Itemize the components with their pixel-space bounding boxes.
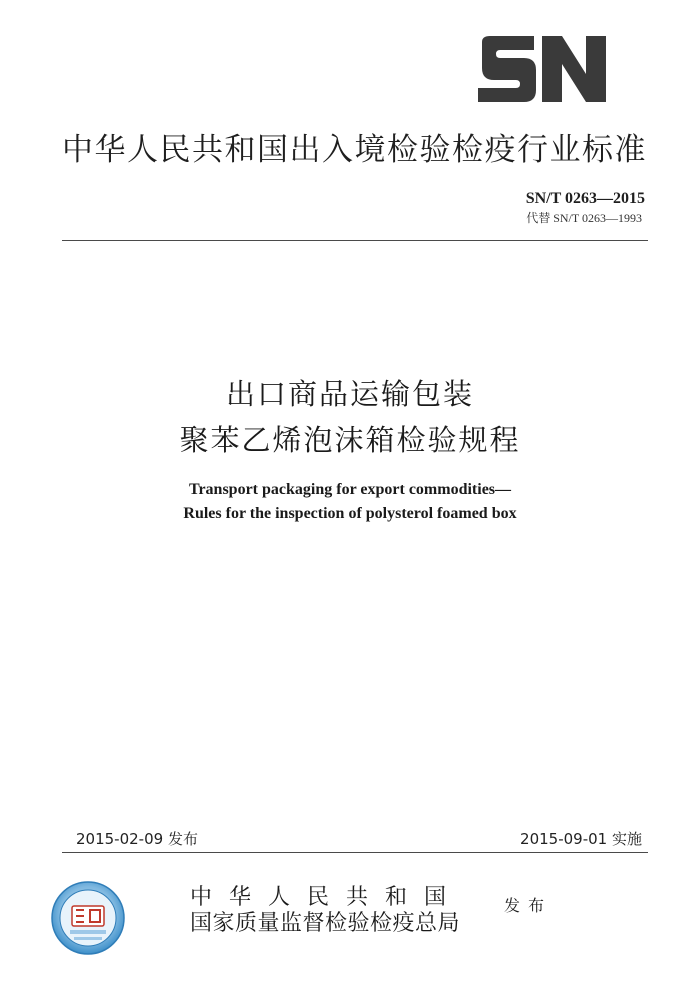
replaces-standard: 代替 SN/T 0263—1993 bbox=[526, 211, 642, 225]
title-english-line2: Rules for the inspection of polysterol foamed box bbox=[183, 505, 517, 522]
seal-icon bbox=[50, 880, 126, 956]
title-chinese-line2: 聚苯乙烯泡沫箱检验规程 bbox=[179, 423, 521, 457]
sn-logo-graphic bbox=[474, 34, 608, 104]
industry-standard-title: 中华人民共和国出入境检验检疫行业标准 bbox=[62, 132, 647, 168]
standard-number: SN/T 0263—2015 bbox=[525, 190, 645, 207]
publish-label: 发布 bbox=[504, 896, 553, 915]
issuer-line2: 国家质量监督检验检疫总局 bbox=[190, 911, 461, 936]
header-divider bbox=[62, 240, 648, 241]
issuer-line1: 中华人民共和国 bbox=[190, 885, 464, 910]
footer-divider bbox=[62, 852, 648, 853]
title-english-line1: Transport packaging for export commodities— bbox=[188, 481, 512, 498]
title-chinese-line1: 出口商品运输包装 bbox=[225, 377, 474, 411]
sn-logo bbox=[474, 34, 608, 104]
issue-date: 2015-02-09 发布 bbox=[76, 830, 198, 848]
anti-counterfeit-seal-graphic bbox=[50, 880, 126, 956]
implementation-date: 2015-09-01 实施 bbox=[520, 830, 642, 848]
